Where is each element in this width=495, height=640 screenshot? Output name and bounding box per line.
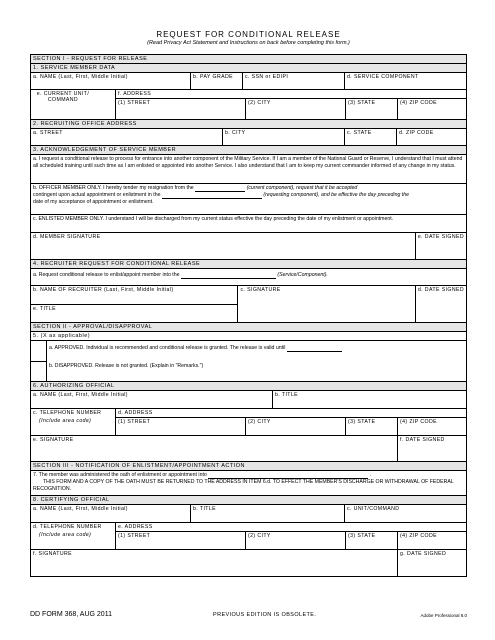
recruiter-request-row: a. Request conditional release to enlist/appoint member into the (Service/Component). (31, 269, 467, 286)
cert-signature-row (31, 550, 467, 577)
current-unit-field[interactable]: e. CURRENT UNIT/ COMMAND (31, 90, 116, 119)
member-name-field[interactable]: a. NAME (Last, First, Middle Initial) (31, 73, 191, 89)
form-title: REQUEST FOR CONDITIONAL RELEASE (156, 30, 341, 39)
service-component-blank[interactable] (181, 278, 276, 279)
cert-signature-field[interactable]: f. SIGNATURE (31, 550, 398, 576)
form-number: DD FORM 368, AUG 2011 (30, 611, 112, 618)
auth-date-field[interactable]: f. DATE SIGNED (400, 437, 445, 443)
auth-zip-field[interactable]: (4) ZIP CODE (400, 419, 437, 425)
member-zip-field[interactable]: (4) ZIP CODE (400, 100, 437, 106)
software-note: Adobe Professional 8.0 (420, 613, 467, 618)
cert-phone-address-row: d. TELEPHONE NUMBER (Include area code) e. ADDRESS (1) STREET (2) CITY (3) STATE (4) ZIP CODE (31, 523, 467, 550)
recruiting-city-field[interactable]: b. CITY (223, 129, 345, 145)
item-1-header: 1. SERVICE MEMBER DATA (31, 64, 467, 73)
item-5-header: 5. (X as applicable) (31, 332, 467, 341)
cert-city-field[interactable]: (2) CITY (246, 532, 346, 549)
item-3-header: 3. ACKNOWLEDGEMENT OF SERVICE MEMBER (31, 146, 467, 155)
cert-state-field[interactable]: (3) STATE (346, 532, 398, 549)
auth-state-field[interactable]: (3) STATE (346, 418, 398, 435)
resign-component-blank[interactable] (195, 191, 245, 192)
requesting-component-blank[interactable] (162, 198, 262, 199)
approved-checkbox[interactable] (31, 341, 46, 362)
recruiter-name-field[interactable]: b. NAME OF RECRUITER (Last, First, Middle Initial) (31, 286, 237, 305)
item-8-header: 8. CERTIFYING OFFICIAL (31, 496, 467, 505)
recruiter-signature-field[interactable]: c. SIGNATURE (238, 286, 415, 322)
approval-row: a. APPROVED. Individual is recommended and conditional release is granted. The release is valid until b. DISAPPROVED. Release is not granted. (Explain in "Remarks.") (31, 341, 467, 382)
cert-name-row (31, 505, 467, 523)
recruiter-title-field[interactable]: e. TITLE (33, 306, 56, 312)
cert-name-field[interactable]: a. NAME (Last, First, Middle Initial) (31, 505, 191, 522)
unit-address-row: e. CURRENT UNIT/ COMMAND f. ADDRESS (1) STREET (2) CITY (3) STATE (4) ZIP CODE (31, 90, 467, 120)
recruiting-zip-field[interactable]: d. ZIP CODE (399, 130, 434, 136)
member-signature-field[interactable]: d. MEMBER SIGNATURE (31, 233, 416, 259)
auth-city-field[interactable]: (2) CITY (246, 418, 346, 435)
auth-signature-row (31, 436, 467, 462)
cert-date-field[interactable]: g. DATE SIGNED (400, 551, 447, 557)
recruiting-state-field[interactable]: c. STATE (345, 129, 397, 145)
cert-unit-field[interactable]: c. UNIT/COMMAND (347, 506, 400, 512)
valid-until-blank[interactable] (287, 351, 342, 352)
section-1-header: SECTION I - REQUEST FOR RELEASE (31, 55, 467, 64)
member-date-field[interactable]: e. DATE SIGNED (417, 234, 464, 240)
recruiter-row (31, 286, 467, 323)
member-city-field[interactable]: (2) CITY (246, 99, 346, 119)
disapproved-checkbox[interactable] (31, 362, 46, 381)
item-6-header: 6. AUTHORIZING OFFICIAL (31, 382, 467, 391)
auth-phone-address-row: c. TELEPHONE NUMBER (Include area code) d. ADDRESS (1) STREET (2) CITY (3) STATE (4) ZIP CODE (31, 409, 467, 436)
section-2-header: SECTION II - APPROVAL/DISAPPROVAL (31, 323, 467, 332)
service-component-field[interactable]: d. SERVICE COMPONENT (347, 74, 419, 80)
cert-zip-field[interactable]: (4) ZIP CODE (400, 533, 437, 539)
auth-name-field[interactable]: a. NAME (Last, First, Middle Initial) (31, 391, 273, 408)
section-3-header: SECTION III - NOTIFICATION OF ENLISTMENT/APPOINTMENT ACTION (31, 462, 467, 471)
ssn-field[interactable]: c. SSN or EDIPI (243, 73, 345, 89)
recruiting-street-field[interactable]: a. STREET (31, 129, 223, 145)
auth-name-row (31, 391, 467, 409)
member-state-field[interactable]: (3) STATE (346, 99, 398, 119)
item-7-block: 7. The member was administered the oath of enlistment or appointment into . THIS FORM AND A COPY OF THE OATH MUST BE RETURNED TO THE ADDRESS IN ITEM 6.d. TO EFFECT THE MEMBER'S DISCHARGE OR WITHDRAWAL OF FEDERAL RECOGNITION. (31, 471, 467, 496)
pay-grade-field[interactable]: b. PAY GRADE (191, 73, 243, 89)
cert-street-field[interactable]: (1) STREET (116, 532, 246, 549)
form-page (30, 28, 467, 577)
auth-phone-field[interactable]: c. TELEPHONE NUMBER (Include area code) (31, 409, 116, 435)
edition-note: PREVIOUS EDITION IS OBSOLETE. (213, 612, 317, 618)
cert-phone-field[interactable]: d. TELEPHONE NUMBER (Include area code) (31, 523, 116, 549)
recruiting-address-row (31, 129, 467, 146)
auth-title-field[interactable]: b. TITLE (275, 392, 298, 398)
ack-b-block: b. OFFICER MEMBER ONLY. I hereby tender my resignation from the (current component), request that it be accepted contingent upon actual appointment or enlistment in the (requesting component), and be effective the day preceding the date of my acceptance of appointment or enlistment. (31, 184, 467, 215)
form-body (30, 54, 467, 577)
auth-signature-field[interactable]: e. SIGNATURE (31, 436, 398, 461)
ack-a-block: a. I request a conditional release to process for entrance into another component of the Military Service. If I am a member of the National Guard or Reserve, I understand that I must attend all scheduled training until such time as I am enlisted or appointed into another Service. I also understand that I am to keep my current commander informed of any change in my status. (31, 155, 467, 184)
member-signature-row (31, 233, 467, 260)
auth-street-field[interactable]: (1) STREET (116, 418, 246, 435)
ack-c-block: c. ENLISTED MEMBER ONLY. I understand I will be discharged from my current status effective the day preceding the date of my enlistment or appointment. (31, 215, 467, 233)
recruiter-date-field[interactable]: d. DATE SIGNED (417, 287, 464, 293)
item-4-header: 4. RECRUITER REQUEST FOR CONDITIONAL RELEASE (31, 260, 467, 269)
item-2-header: 2. RECRUITING OFFICE ADDRESS (31, 120, 467, 129)
form-subtitle: (Read Privacy Act Statement and Instructions on back before completing this form.) (147, 40, 350, 46)
member-street-field[interactable]: (1) STREET (116, 99, 246, 119)
cert-title-field[interactable]: b. TITLE (191, 505, 345, 522)
member-data-row (31, 73, 467, 90)
